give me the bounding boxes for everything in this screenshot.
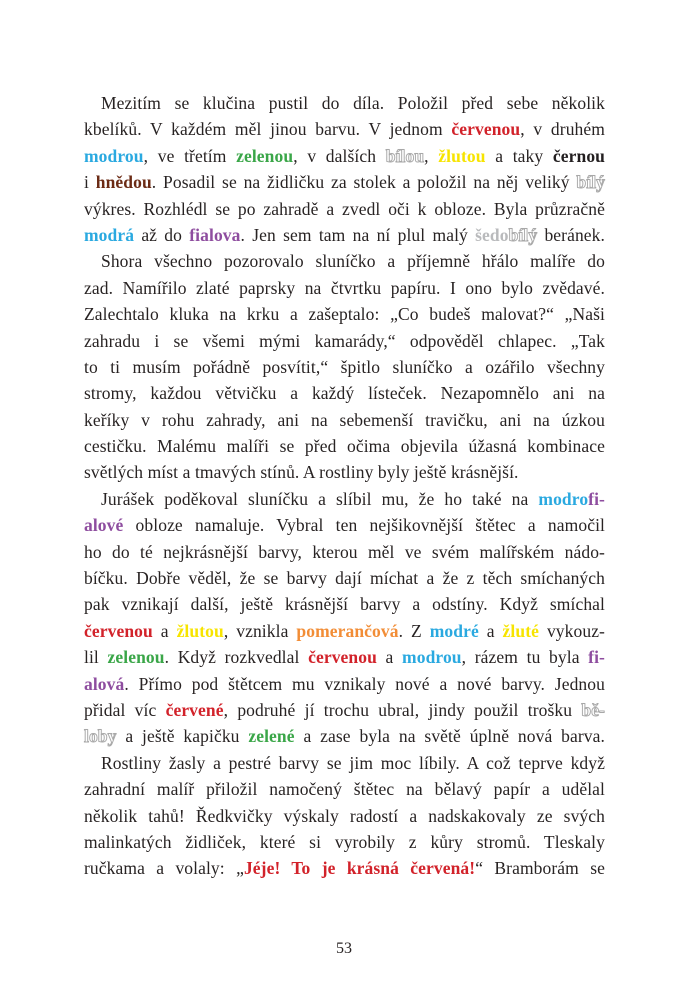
body-text: výkres. Rozhlédl se po zahradě a zvedl oči k obloze. Byla průzračně [84, 198, 605, 219]
body-text: obloze namaluje. Vybral ten nejšikovnější štětec a namočil [123, 515, 605, 536]
text-line [84, 539, 605, 565]
body-text: stromy, každou větvičku a každý lísteček. Nezapomnělo ani na [84, 383, 605, 404]
colored-word-blue: modré [429, 620, 479, 641]
body-text: a [376, 647, 403, 668]
colored-word-brown: hnědou [95, 172, 152, 193]
body-text: , ve třetím [143, 145, 237, 166]
text-line [84, 222, 605, 248]
body-text: keříky v rohu zahrady, ani na sebemenší travičku, ani na úzkou [84, 409, 605, 430]
colored-word-purple: fi- [588, 647, 605, 668]
body-text: Rostliny žasly a pestré barvy se jim moc líbily. A což teprve když [101, 752, 605, 773]
body-text: ručkama a volaly: „ [84, 858, 244, 879]
colored-word-yellow: žlutou [438, 145, 486, 166]
body-text: Jurášek poděkoval sluníčku a slíbil mu, že ho také na [101, 488, 539, 509]
body-text: Shora všechno pozorovalo sluníčko a příjemně hřálo malíře do [101, 251, 605, 272]
text-line [84, 803, 605, 829]
body-text: kbelíků. V každém měl jinou barvu. V jednom [84, 119, 452, 140]
text-line [84, 301, 605, 327]
body-text: ho do té nejkrásnější barvy, kterou měl ve svém malířském nádo- [84, 541, 605, 562]
outline-word: bílý [508, 224, 538, 245]
text-line [84, 116, 605, 142]
colored-word-blue: modrá [84, 224, 135, 245]
body-text: zad. Namířilo zlaté paprsky na čtvrtku papíru. I ono bylo zvědavé. [84, 277, 605, 298]
colored-word-gray: šedo [475, 224, 509, 245]
colored-word-green: zelenou [107, 647, 165, 668]
body-text: a taky [485, 145, 553, 166]
body-text: . Jen sem tam na ní plul malý [240, 224, 476, 245]
body-text: . Když rozkvedlal [164, 647, 309, 668]
body-text: , rázem tu byla [461, 647, 589, 668]
body-text: “ Bramborám se [475, 858, 605, 879]
text-line [84, 829, 605, 855]
body-text: , v druhém [520, 119, 605, 140]
body-text: zahradu i se všemi mými kamarády,“ odpověděl chlapec. „Tak [84, 330, 605, 351]
text-line [84, 618, 605, 644]
body-text: bíčku. Dobře věděl, že se barvy dají míchat a že z těch smíchaných [84, 568, 605, 589]
body-text: Zalechtalo kluka na krku a zašeptalo: „Co budeš malovat?“ „Naši [84, 304, 605, 325]
text-line [84, 248, 605, 274]
colored-word-red: červenou [451, 119, 521, 140]
text-line [84, 591, 605, 617]
text-line [84, 671, 605, 697]
text-line [84, 486, 605, 512]
body-text: přidal víc [84, 699, 166, 720]
colored-word-purple: alová [84, 673, 125, 694]
body-text: cestičku. Malému malíři se před očima objevila úžasná kombinace [84, 436, 605, 457]
text-line [84, 697, 605, 723]
text-block [84, 90, 605, 882]
body-text: i [84, 172, 96, 193]
text-line [84, 459, 605, 485]
text-line [84, 407, 605, 433]
body-text: beránek. [537, 224, 605, 245]
colored-word-purple: fi- [588, 488, 605, 509]
text-line [84, 354, 605, 380]
body-text: a [152, 620, 177, 641]
colored-word-blue: modrou [84, 145, 144, 166]
text-line [84, 855, 605, 881]
body-text: a ještě kapičku [116, 726, 249, 747]
body-text: . Z [398, 620, 430, 641]
body-text: , vznikla [223, 620, 297, 641]
text-line [84, 169, 605, 195]
text-line [84, 90, 605, 116]
body-text: až do [134, 224, 190, 245]
text-line [84, 512, 605, 538]
body-text: vykouz- [539, 620, 605, 641]
body-text: Mezitím se klučina pustil do díla. Položil před sebe několik [101, 93, 605, 113]
page-number: 53 [336, 940, 352, 957]
colored-word-green: zelenou [236, 145, 294, 166]
text-line [84, 196, 605, 222]
colored-word-red: červenou [308, 647, 377, 668]
body-text: , v dalších [293, 145, 386, 166]
body-text: pak vznikají další, ještě krásnější barvy a odstíny. Když smíchal [84, 594, 605, 615]
body-text: světlých míst a tmavých stínů. A rostliny byly ještě krásnější. [84, 462, 519, 483]
outline-word: bě- [581, 699, 605, 720]
body-text: to ti musím pořádně posvítit,“ špitlo sluníčko a ozářilo všechny [84, 356, 605, 377]
text-line [84, 776, 605, 802]
text-line [84, 143, 605, 169]
body-text: . Přímo pod štětcem mu vznikaly nové a nové barvy. Jednou [124, 673, 605, 694]
body-text: několik tahů! Ředkvičky výskaly radostí a nadskakovaly ze svých [84, 805, 605, 826]
body-text: lil [84, 647, 108, 668]
colored-word-purple: alové [84, 515, 124, 536]
body-text: malinkatých židliček, které si vyrobily z kůry stromů. Tleskaly [84, 831, 605, 852]
text-line [84, 723, 605, 749]
colored-word-red: Jéje! To je krásná červená! [243, 858, 476, 879]
text-line [84, 275, 605, 301]
body-text: zahradní malíř přiložil namočený štětec na bělavý papír a udělal [84, 779, 605, 800]
text-line [84, 750, 605, 776]
text-line [84, 644, 605, 670]
colored-word-green: zelené [248, 726, 295, 747]
body-text: , podruhé jí trochu ubral, jindy použil trošku [223, 699, 582, 720]
body-text: a [478, 620, 503, 641]
colored-word-yellow: žluté [502, 620, 540, 641]
outline-word: bílou [385, 145, 425, 166]
outline-word: loby [84, 726, 117, 747]
text-line [84, 433, 605, 459]
colored-word-blue: modro [538, 488, 589, 509]
colored-word-blue: modrou [402, 647, 462, 668]
colored-word-orange: pomerančová [296, 620, 399, 641]
outline-word: bílý [576, 172, 606, 193]
body-text: , [424, 145, 439, 166]
body-text: . Posadil se na židličku za stolek a položil na něj veliký [151, 172, 577, 193]
colored-word-yellow: žlutou [176, 620, 224, 641]
colored-word-red: červené [165, 699, 224, 720]
colored-word-black: černou [552, 145, 606, 166]
colored-word-purple: fialova [189, 224, 241, 245]
body-text: a zase byla na světě úplně nová barva. [294, 726, 605, 747]
text-line [84, 565, 605, 591]
text-line [84, 328, 605, 354]
text-line [84, 380, 605, 406]
colored-word-red: červenou [84, 620, 153, 641]
